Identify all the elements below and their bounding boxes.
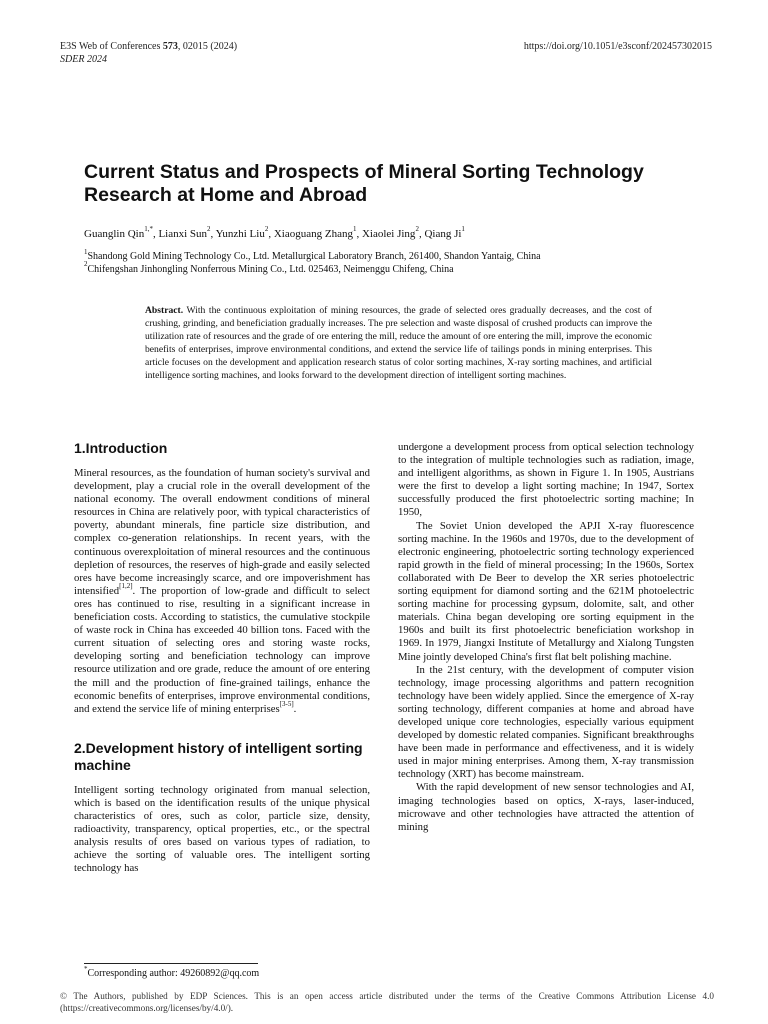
- section-heading-introduction: 1.Introduction: [74, 440, 168, 456]
- author: Xiaoguang Zhang$^1$: [273, 225, 357, 240]
- affiliation: $^2$Chifengshan Jinhongling Nonferrous Mining Co., Ltd. 025463, Neimenggu Chifeng, China: [84, 260, 454, 275]
- journal-citation: [60, 40, 237, 53]
- abstract-text: With the continuous exploitation of mining resources, the grade of selected ores gradually decreases, and the cost of crushing, grinding, and beneficiation gradually increases. The pre selection and waste disposal of crushed products can improve the utilization rate of resources and the grade of ore entering the mill, reduce the amount of ore entering the mill, improve the economic benefits of enterprises, improve environmental conditions, and extend the service life of tailings ponds in mining enterprises. This article focuses on the development and application research status of color sorting machines, X-ray sorting machines, and artificial intelligence sorting machines, and looks forward to the development direction of intelligent sorting machines.: [145, 305, 652, 382]
- sensor-paragraph: With the rapid development of new sensor technologies and AI, imaging technologies based on optics, X-rays, laser-induced, microwave and other technologies have attracted the attention of mining: [398, 781, 694, 833]
- citation-ref[interactable]: [1,2]: [119, 582, 133, 591]
- footnote-divider: [84, 963, 258, 964]
- author: Xiaolei Jing$^2$: [361, 225, 419, 240]
- citation-ref[interactable]: [3-5]: [279, 700, 294, 709]
- left-column: [74, 440, 370, 875]
- affiliations: [84, 247, 541, 276]
- right-column: [398, 441, 694, 834]
- intro-paragraph: Mineral resources, as the foundation of human society's survival and development, play a crucial role in the overall development of the national economy. The overall endowment conditions of mineral resources in China are relatively poor, with typical characteristics of poverty, abundant minerals, fine particle size distribution, and complex co-generation relationships. In recent years, with the continuous overexploitation of mineral resources and the continuous depletion of resources, the reserves of high-grade and easily selected ores have become increasingly scarce, and ore impoverishment has intensified[1,2]. The proportion of low-grade and difficult to select ores has continued to rise, resulting in a significant increase in beneficiation costs. According to statistics, the cumulative stockpile of waste rock in China has exceeded 40 billion tons. Faced with the current situation of selecting ores and storing waste rocks, developing sorting and beneficiation technology can improve resource utilization and ore grade, reduce the amount of ore entering the mill and the production of fine-grained tailings, enhance the economic benefits of enterprises, improve environmental conditions, and extend the service life of mining enterprises[3-5].: [74, 467, 370, 715]
- conference-name: SDER 2024: [60, 54, 107, 65]
- journal-name: E3S Web of Conferences: [60, 41, 163, 52]
- development-paragraph: Intelligent sorting technology originated from manual selection, which is based on the identification results of the unique physical characteristics of ores, such as color, particle size, density, radioactivity, transparency, optical properties, etc., or the spectral analysis results of ores based on various types of radiation, to achieve the sorting of valuable ores. The intelligent sorting technology has: [74, 783, 370, 875]
- affiliation: $^1$Shandong Gold Mining Technology Co., Ltd. Metallurgical Laboratory Branch, 261400, Shandon Yantaig, China: [84, 247, 541, 262]
- paper-title: Current Status and Prospects of Mineral Sorting Technology Research at Home and Abroad: [84, 161, 644, 206]
- abstract: [145, 304, 652, 383]
- 21st-century-paragraph: In the 21st century, with the development of computer vision technology, image processing algorithms and pattern recognition technology have been widely applied. Since the emergence of X-ray sorting technology, different companies at home and abroad have developed unique core technologies, especially various equipment developed by domestic related companies. Significant breakthroughs have been made in performance and effectiveness, and it is widely used in major mining enterprises. Among them, X-ray transmission technology (XRT) has become mainstream.: [398, 663, 694, 781]
- author: Guanglin Qin$^{1,*}$: [84, 225, 153, 240]
- section-heading-development: 2.Development history of intelligent sorting machine: [74, 739, 363, 773]
- abstract-label: Abstract.: [145, 305, 184, 316]
- author-list: Guanglin Qin$^{1,*}$, Lianxi Sun$^2$, Yunzhi Liu$^2$, Xiaoguang Zhang$^1$, Xiaolei Jing$^2$, Qiang Ji$^1$: [84, 225, 465, 240]
- doi-link[interactable]: https://doi.org/10.1051/e3sconf/202457302015: [523, 41, 712, 52]
- journal-volume: 573: [162, 41, 178, 52]
- article-number: , 02015 (2024): [177, 41, 238, 52]
- author: Yunzhi Liu$^2$: [215, 225, 269, 240]
- corresponding-author-footnote: *Corresponding author: 49260892@qq.com: [84, 964, 260, 979]
- author: Lianxi Sun$^2$: [158, 225, 211, 240]
- author: Qiang Ji$^1$: [424, 225, 465, 240]
- license-footer: © The Authors, published by EDP Sciences. This is an open access article distributed under the terms of the Creative Commons Attribution License 4.0 (https://creativecommons.org/licenses/by/4.0/).: [60, 991, 714, 1013]
- history-paragraph: undergone a development process from optical selection technology to the integration of multiple technologies such as radiation, image, and intelligent algorithms, as shown in Figure 1. In 1905, Austrians were the first to develop a light sorting machine; In 1947, Sortex successfully produced the first photoelectric sorting machine; In 1950,: [398, 441, 694, 519]
- soviet-paragraph: The Soviet Union developed the APJI X-ray fluorescence sorting machine. In the 1960s and 1970s, due to the development of electronic engineering, photoelectric sorting technology experienced rapid growth in the field of mineral processing; In the 1960s, Sortex collaborated with De Beer to develop the XR series photoelectric sorting equipment for diamond sorting and the 621M photoelectric sorting machine for processing gypsum, dolomite, salt, and other materials. China began developing ore sorting equipment in the 1960s and built its first photoelectric beneficiation workshop in 1969. In 1979, Jiangxi Institute of Metallurgy and Xialong Tungsten Mine jointly developed China's first flat belt polishing machine.: [398, 519, 694, 663]
- running-header-left: [60, 40, 237, 66]
